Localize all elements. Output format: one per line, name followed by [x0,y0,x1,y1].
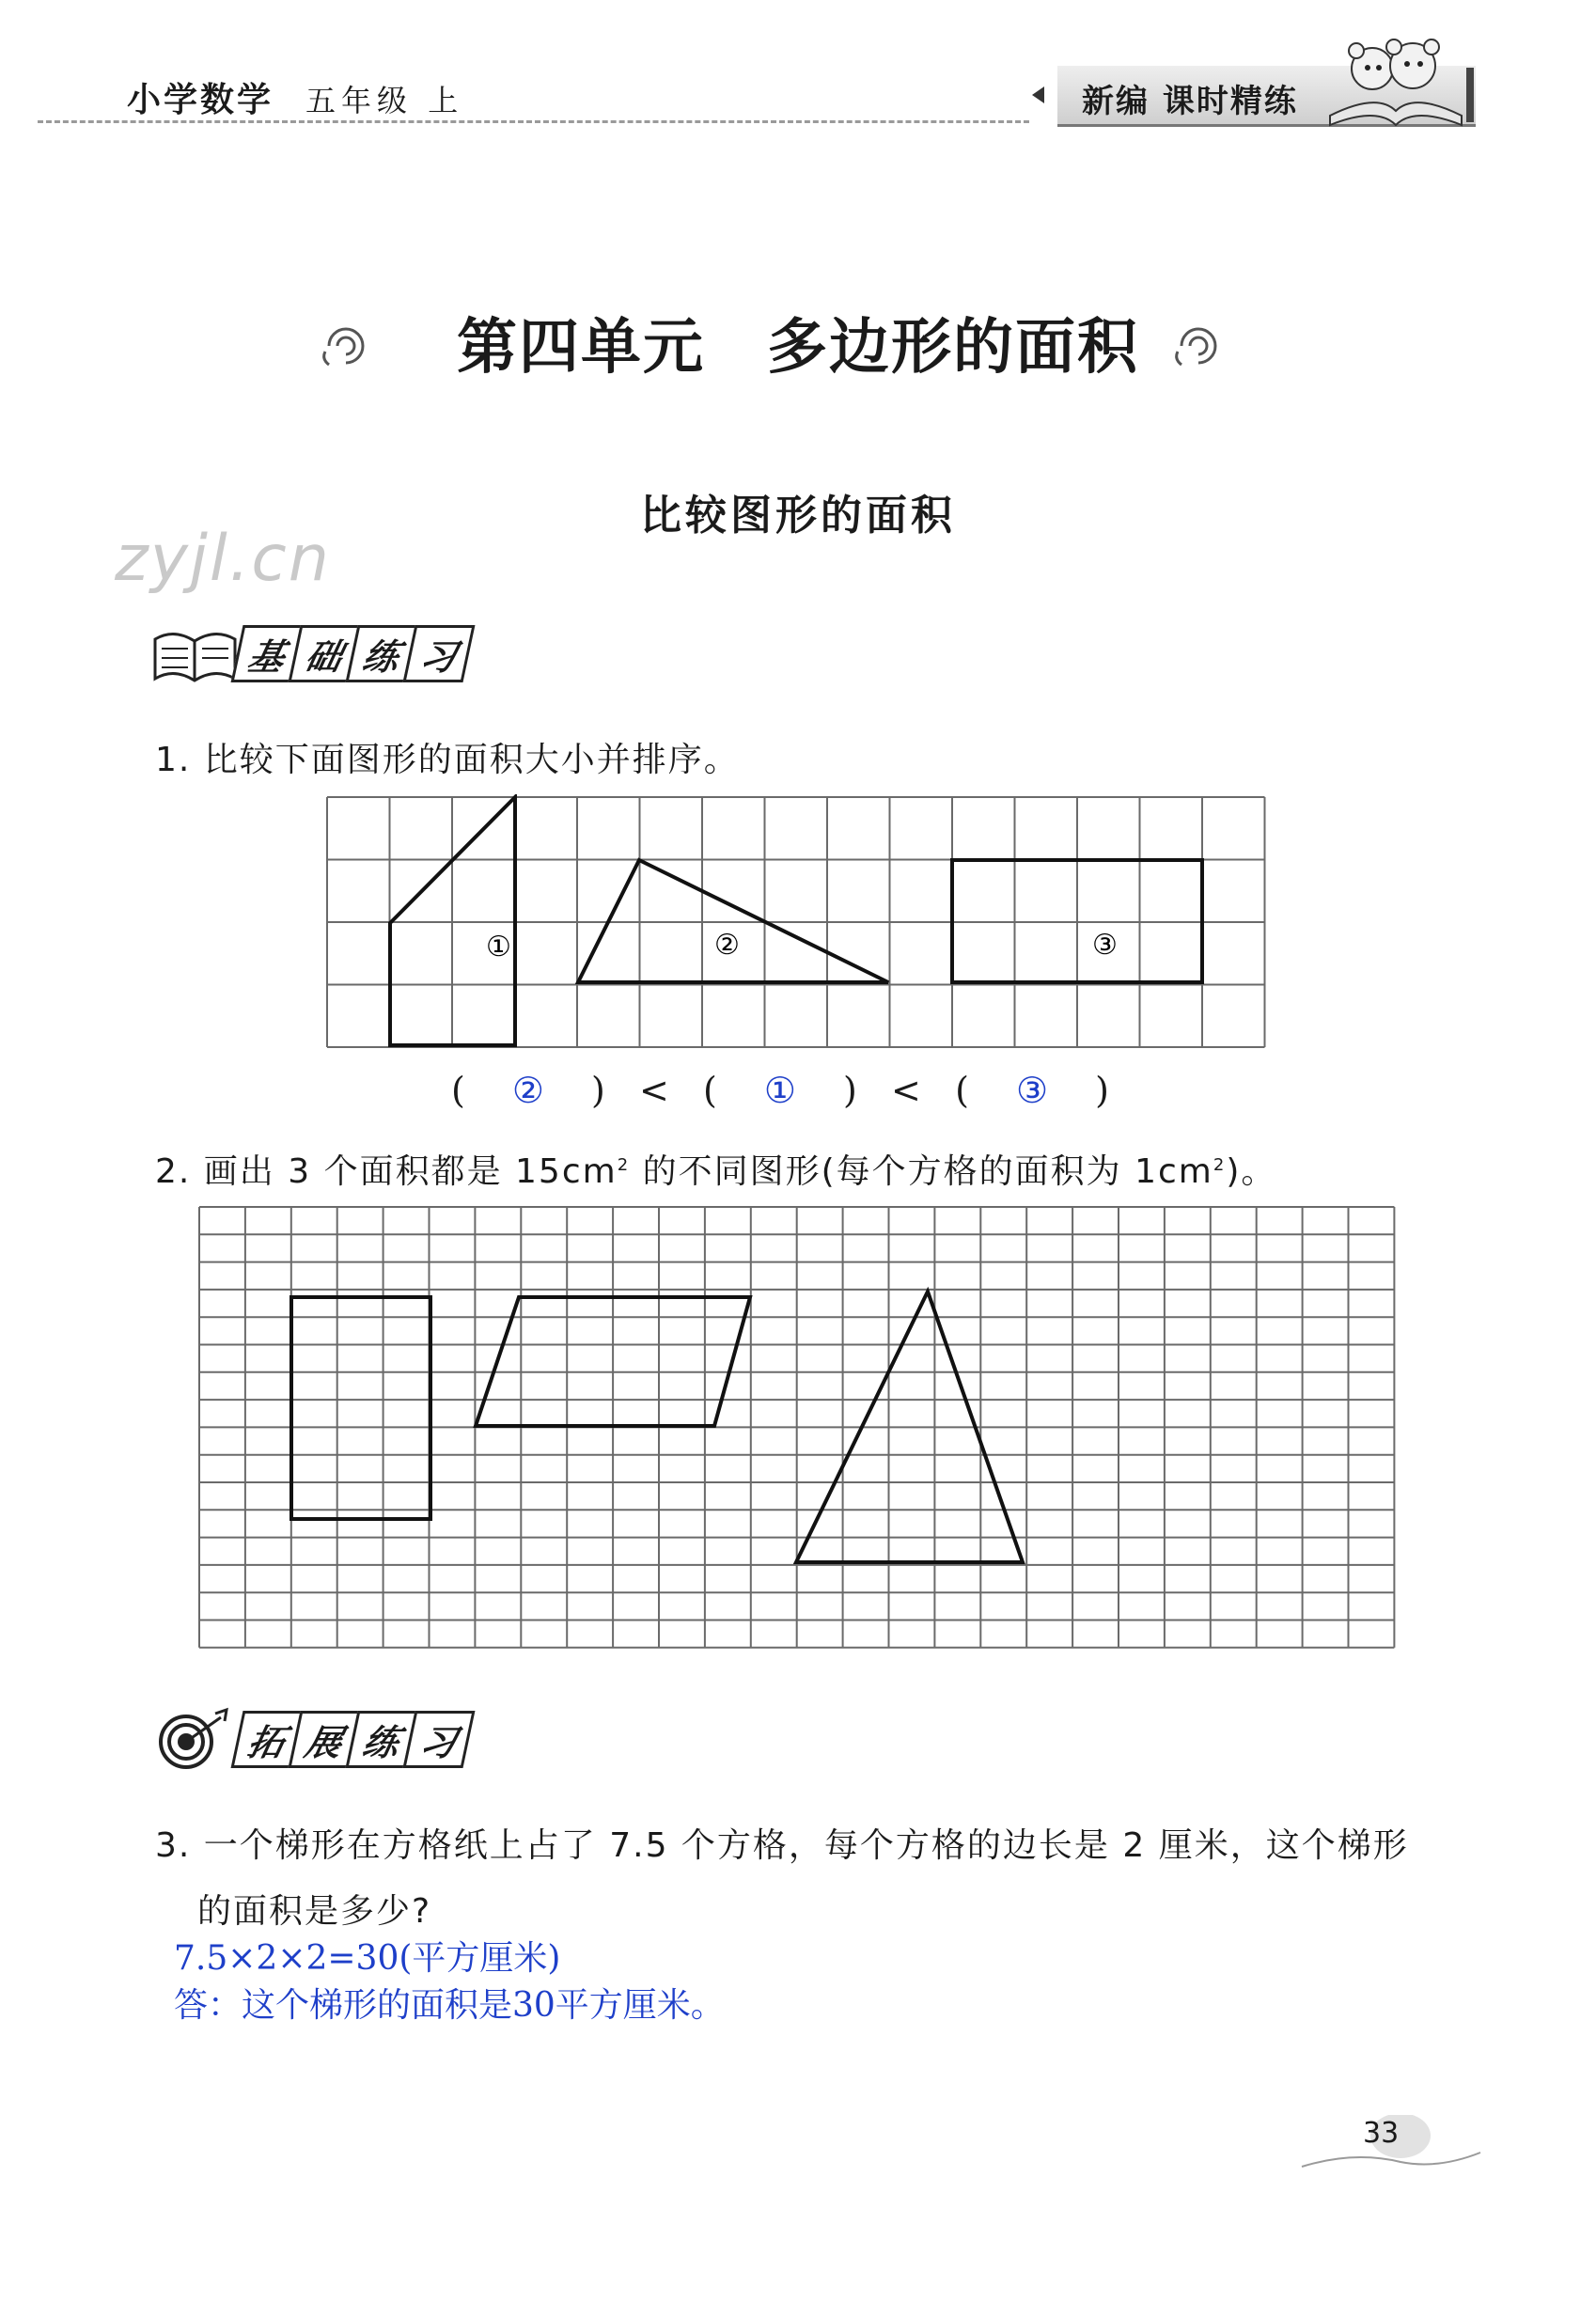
tag-char: 习 [403,1711,476,1768]
less-than-sign: < [639,1070,669,1111]
less-than-sign: < [891,1070,921,1111]
paren-open: ( [703,1070,717,1111]
brand-label: 新编 课时精练 [1082,83,1298,120]
watermark: zyjl.cn [115,522,331,596]
answer-blank-1: ② [511,1070,544,1111]
paren-close: ) [843,1070,857,1111]
q2-text-part: 2. 画出 3 个面积都是 15cm [155,1152,618,1191]
question-1-text: 1. 比较下面图形的面积大小并排序。 [155,741,740,779]
superscript: 2 [1213,1155,1227,1175]
grade-label: 五年级 上 [305,83,464,118]
drawn-rectangle [291,1297,430,1519]
paren-open: ( [451,1070,465,1111]
basic-practice-tag [237,625,466,682]
extension-practice-tag [237,1711,466,1768]
tag-char: 练 [346,1711,418,1768]
mascot-book-icon [1321,26,1471,130]
unit-title: 第四单元 多边形的面积 [457,312,1139,383]
target-icon [153,1706,233,1772]
section-title: 比较图形的面积 [640,492,956,540]
q2-text-part: 的不同图形(每个方格的面积为 1cm [630,1152,1213,1191]
tag-char: 习 [403,625,476,682]
page-number: 33 [1363,2117,1400,2150]
swirl-ornament-icon [1170,318,1227,374]
paren-close: ) [591,1070,605,1111]
figure-1-label: ① [486,931,511,963]
tag-char: 练 [346,625,418,682]
superscript: 2 [617,1155,631,1175]
figure-3-label: ③ [1092,929,1118,962]
header-divider [38,120,1029,123]
paren-open: ( [955,1070,969,1111]
tag-char: 展 [289,1711,361,1768]
q2-text-part: )。 [1226,1152,1277,1191]
figure-grid-q1 [324,794,1274,1048]
tag-char: 础 [289,625,361,682]
answer-blank-3: ③ [1015,1070,1049,1111]
solution-formula: 7.5×2×2=30(平方厘米) [174,1939,561,1978]
tag-char: 拓 [231,1711,304,1768]
header-subject [127,73,463,121]
triangle-left-icon [1032,86,1044,103]
open-book-icon [150,620,240,691]
figure-2-label: ② [714,929,740,962]
paren-close: ) [1095,1070,1109,1111]
answer-blank-2: ① [763,1070,796,1111]
order-answer-row [451,1070,1109,1111]
subject-label: 小学数学 [127,81,274,119]
tag-char: 基 [231,625,304,682]
question-3-line-2: 的面积是多少? [197,1892,432,1931]
drawing-grid-q2 [197,1205,1396,1650]
question-3-line-1: 3. 一个梯形在方格纸上占了 7.5 个方格，每个方格的边长是 2 厘米，这个梯形 [155,1826,1409,1865]
question-2-text [155,1145,1276,1193]
solution-answer: 答：这个梯形的面积是30平方厘米。 [174,1986,725,2025]
